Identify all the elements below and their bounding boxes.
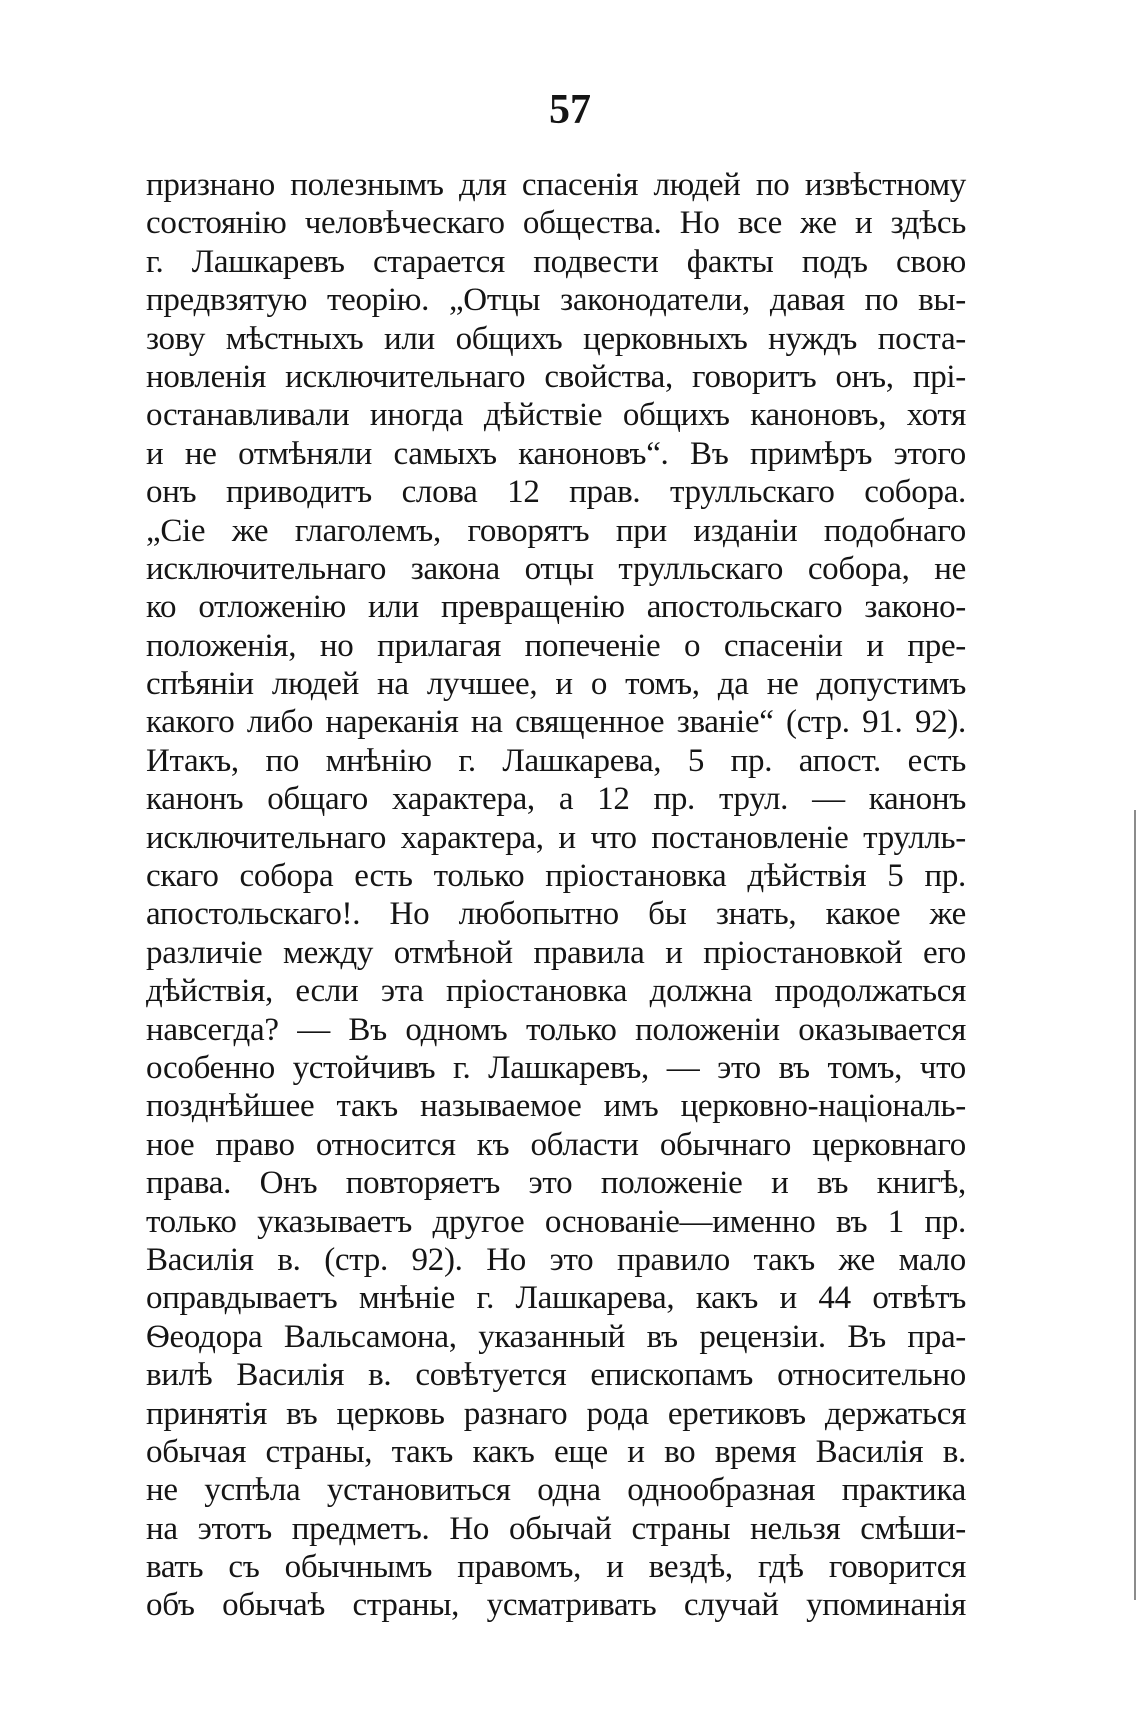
- text-line: дѣйствія, если эта пріостановка должна продолжаться: [146, 973, 966, 1010]
- text-line: принятія въ церковь разнаго рода еретиковъ держаться: [146, 1395, 966, 1432]
- text-line: новленія исключительнаго свойства, говоритъ онъ, прі-: [146, 358, 966, 395]
- text-line: обычая страны, такъ какъ еще и во время Василія в.: [146, 1433, 966, 1470]
- text-line: зову мѣстныхъ или общихъ церковныхъ нуждъ поста-: [146, 320, 966, 357]
- text-line: позднѣйшее такъ называемое имъ церковно-національ-: [146, 1088, 966, 1125]
- text-line: канонъ общаго характера, а 12 пр. трул. — канонъ: [146, 781, 966, 818]
- text-line: Ѳеодора Вальсамона, указанный въ рецензіи. Въ пра-: [146, 1318, 966, 1355]
- body-text: [146, 166, 966, 1625]
- text-line: ное право относится къ области обычнаго церковнаго: [146, 1126, 966, 1163]
- text-line: апостольскаго!. Но любопытно бы знать, какое же: [146, 896, 966, 933]
- page-number: 57: [549, 87, 591, 133]
- text-line: Василія в. (стр. 92). Но это правило такъ же мало: [146, 1241, 966, 1278]
- text-line: объ обычаѣ страны, усматривать случай упоминанія: [146, 1587, 966, 1624]
- text-line: исключительнаго характера, и что постановленіе трулль-: [146, 819, 966, 856]
- text-line: скаго собора есть только пріостановка дѣйствія 5 пр.: [146, 858, 966, 895]
- text-line: „Сіе же глаголемъ, говорятъ при изданіи подобнаго: [146, 512, 966, 549]
- text-line: на этотъ предметъ. Но обычай страны нельзя смѣши-: [146, 1510, 966, 1547]
- text-line: исключительнаго закона отцы трулльскаго собора, не: [146, 550, 966, 587]
- text-line: г. Лашкаревъ старается подвести факты подъ свою: [146, 243, 966, 280]
- text-line: ко отложенію или превращенію апостольскаго законо-: [146, 589, 966, 626]
- text-line: особенно устойчивъ г. Лашкаревъ, — это въ томъ, что: [146, 1049, 966, 1086]
- text-line: различіе между отмѣной правила и пріостановкой его: [146, 934, 966, 971]
- text-line: оправдываетъ мнѣніе г. Лашкарева, какъ и 44 отвѣтъ: [146, 1280, 966, 1317]
- text-line: вилѣ Василія в. совѣтуется епископамъ относительно: [146, 1357, 966, 1394]
- text-line: спѣяніи людей на лучшее, и о томъ, да не допустимъ: [146, 666, 966, 703]
- text-line: останавливали иногда дѣйствіе общихъ каноновъ, хотя: [146, 397, 966, 434]
- text-line: только указываетъ другое основаніе—именно въ 1 пр.: [146, 1203, 966, 1240]
- text-line: Итакъ, по мнѣнію г. Лашкарева, 5 пр. апост. есть: [146, 742, 966, 779]
- text-line: не успѣла установиться одна однообразная практика: [146, 1472, 966, 1509]
- page-edge-mark: [1134, 810, 1136, 1600]
- text-line: состоянію человѣческаго общества. Но все же и здѣсь: [146, 205, 966, 242]
- text-line: и не отмѣняли самыхъ каноновъ“. Въ примѣръ этого: [146, 435, 966, 472]
- text-line: вать съ обычнымъ правомъ, и вездѣ, гдѣ говорится: [146, 1549, 966, 1586]
- text-line: права. Онъ повторяетъ это положеніе и въ книгѣ,: [146, 1165, 966, 1202]
- text-line: онъ приводитъ слова 12 прав. трулльскаго собора.: [146, 474, 966, 511]
- text-line: положенія, но прилагая попеченіе о спасеніи и пре-: [146, 627, 966, 664]
- text-line: предвзятую теорію. „Отцы законодатели, давая по вы-: [146, 282, 966, 319]
- text-line: навсегда? — Въ одномъ только положеніи оказывается: [146, 1011, 966, 1048]
- text-line: признано полезнымъ для спасенія людей по извѣстному: [146, 167, 966, 203]
- text-line: какого либо нареканія на священное званіе“ (стр. 91. 92).: [146, 704, 966, 741]
